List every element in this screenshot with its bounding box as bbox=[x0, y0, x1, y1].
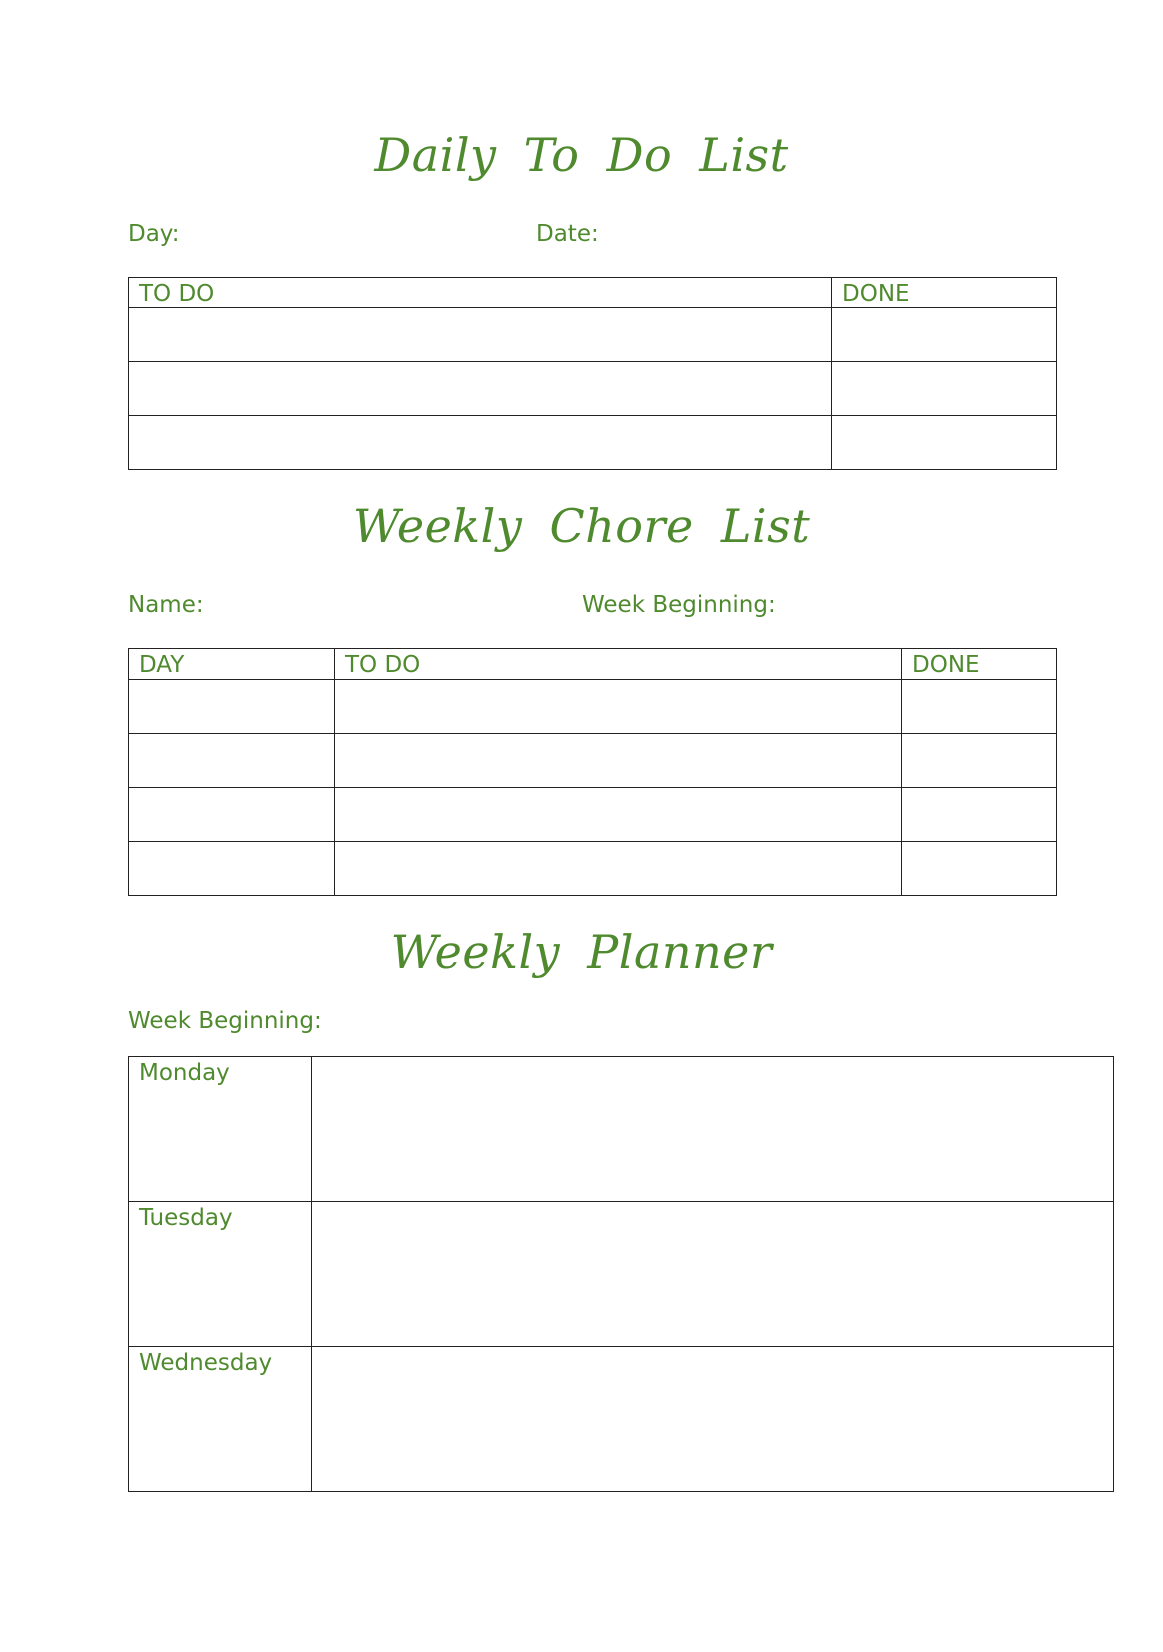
todo-cell[interactable] bbox=[335, 680, 902, 734]
table-row bbox=[129, 362, 1057, 416]
planner-day-cell bbox=[129, 1347, 312, 1492]
day-label: Day: bbox=[128, 221, 180, 247]
todo-cell[interactable] bbox=[335, 842, 902, 896]
planner-row bbox=[129, 1057, 1114, 1202]
planner-row bbox=[129, 1202, 1114, 1347]
date-label: Date: bbox=[536, 221, 599, 247]
todo-cell[interactable] bbox=[335, 788, 902, 842]
weekly-chore-table bbox=[128, 648, 1057, 896]
chore-week-beginning-label: Week Beginning: bbox=[582, 592, 776, 618]
planner-day-label: Wednesday bbox=[139, 1350, 273, 1376]
done-cell[interactable] bbox=[902, 680, 1057, 734]
table-row bbox=[129, 416, 1057, 470]
weekly-planner-table bbox=[128, 1056, 1114, 1492]
done-cell[interactable] bbox=[832, 308, 1057, 362]
todo-cell[interactable] bbox=[335, 734, 902, 788]
column-header-done: DONE bbox=[902, 649, 1057, 680]
weekly-planner-title: Weekly Planner bbox=[390, 925, 773, 979]
planner-row bbox=[129, 1347, 1114, 1492]
table-row bbox=[129, 842, 1057, 896]
planner-notes-cell[interactable] bbox=[312, 1202, 1114, 1347]
column-header-todo: TO DO bbox=[129, 278, 832, 308]
table-row bbox=[129, 308, 1057, 362]
todo-cell[interactable] bbox=[129, 362, 832, 416]
column-header-day: DAY bbox=[129, 649, 335, 680]
weekly-chore-title: Weekly Chore List bbox=[352, 499, 811, 553]
done-cell[interactable] bbox=[902, 734, 1057, 788]
todo-cell[interactable] bbox=[129, 416, 832, 470]
day-cell[interactable] bbox=[129, 788, 335, 842]
done-cell[interactable] bbox=[832, 416, 1057, 470]
day-cell[interactable] bbox=[129, 680, 335, 734]
table-header-row bbox=[129, 278, 1057, 308]
day-cell[interactable] bbox=[129, 842, 335, 896]
daily-todo-table bbox=[128, 277, 1057, 470]
daily-todo-title: Daily To Do List bbox=[374, 128, 789, 182]
day-cell[interactable] bbox=[129, 734, 335, 788]
done-cell[interactable] bbox=[902, 842, 1057, 896]
table-row bbox=[129, 680, 1057, 734]
table-header-row bbox=[129, 649, 1057, 680]
planner-day-cell bbox=[129, 1202, 312, 1347]
planner-week-beginning-label: Week Beginning: bbox=[128, 1008, 322, 1034]
table-row bbox=[129, 734, 1057, 788]
column-header-todo: TO DO bbox=[335, 649, 902, 680]
done-cell[interactable] bbox=[832, 362, 1057, 416]
planner-notes-cell[interactable] bbox=[312, 1057, 1114, 1202]
done-cell[interactable] bbox=[902, 788, 1057, 842]
column-header-done: DONE bbox=[832, 278, 1057, 308]
planner-day-cell bbox=[129, 1057, 312, 1202]
name-label: Name: bbox=[128, 592, 204, 618]
planner-notes-cell[interactable] bbox=[312, 1347, 1114, 1492]
table-row bbox=[129, 788, 1057, 842]
todo-cell[interactable] bbox=[129, 308, 832, 362]
planner-day-label: Monday bbox=[139, 1060, 230, 1086]
planner-day-label: Tuesday bbox=[139, 1205, 233, 1231]
